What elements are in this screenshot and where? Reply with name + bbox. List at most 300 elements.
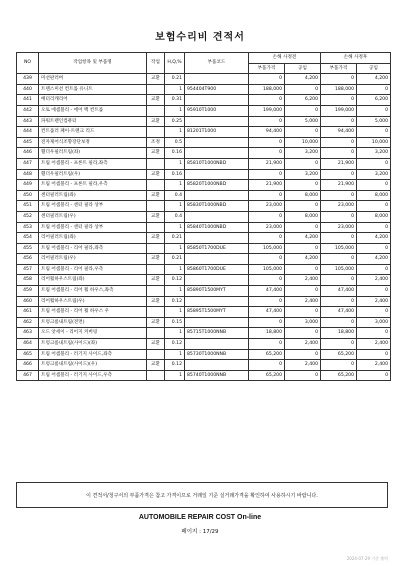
row-work: 교환 [147,116,165,127]
row-hq: 0.4 [165,211,185,222]
row-before-labor: 0 [285,127,321,138]
row-work [147,201,165,212]
row-after-part-price: 199,000 [321,105,357,116]
row-hq: 1 [165,307,185,318]
row-code: 85840T1000NBD [185,222,249,233]
row-after-part-price: 0 [321,95,357,106]
row-item: 파워트렌인컴퓨터 [39,116,147,127]
row-work [147,349,165,360]
row-after-labor: 10,000 [357,137,391,148]
table-row [17,84,391,95]
row-item: 센터필러트림(우) [39,211,147,222]
row-before-labor: 5,000 [285,116,321,127]
row-no: 443 [17,116,39,127]
row-after-labor: 4,200 [357,233,391,244]
table-row [17,180,391,191]
table-row [17,158,391,169]
row-code [185,95,249,106]
row-after-labor: 0 [357,349,391,360]
row-item: 트렁크룸내트림(사이드)(좌) [39,339,147,350]
row-hq: 0.12 [165,296,185,307]
row-after-labor: 0 [357,84,391,95]
table-row [17,307,391,318]
row-no: 446 [17,148,39,159]
row-after-part-price: 94,400 [321,127,357,138]
row-code: 85890T1500MYT [185,286,249,297]
row-no: 451 [17,201,39,212]
row-before-part-price: 0 [249,148,285,159]
row-hq: 0.12 [165,339,185,350]
row-work: 교환 [147,190,165,201]
row-no: 455 [17,243,39,254]
row-hq: 1 [165,370,185,381]
row-hq: 1 [165,243,185,254]
row-after-labor: 0 [357,307,391,318]
row-hq: 0.21 [165,233,185,244]
row-code [185,148,249,159]
row-before-part-price: 105,000 [249,264,285,275]
row-before-part-price: 47,400 [249,307,285,318]
row-after-part-price: 188,000 [321,84,357,95]
row-hq: 0.21 [165,254,185,265]
row-no: 464 [17,339,39,350]
header-work: 작업 [147,53,165,74]
row-before-part-price: 0 [249,211,285,222]
row-after-part-price: 47,400 [321,307,357,318]
table-row [17,105,391,116]
table-row [17,349,391,360]
row-no: 458 [17,275,39,286]
row-work: 교환 [147,275,165,286]
table-row [17,222,391,233]
row-code [185,116,249,127]
row-item: 트림 어셈블리 - 러기지 사이드,좌측 [39,349,147,360]
row-before-labor: 0 [285,158,321,169]
row-before-part-price: 188,000 [249,84,285,95]
row-after-labor: 0 [357,201,391,212]
row-item: 배터리캐리어 [39,95,147,106]
row-no: 439 [17,74,39,85]
header-code: 부품코드 [185,53,249,74]
table-row [17,169,391,180]
row-before-labor: 6,200 [285,95,321,106]
row-hq: 1 [165,286,185,297]
row-after-part-price: 0 [321,190,357,201]
row-work: 교환 [147,317,165,328]
table-row [17,275,391,286]
row-work: 교환 [147,74,165,85]
row-after-labor: 0 [357,105,391,116]
table-row [17,286,391,297]
row-code [185,137,249,148]
row-after-labor: 0 [357,222,391,233]
row-hq: 0.15 [165,317,185,328]
header-hq: H,Q,% [165,53,185,74]
row-work: 교환 [147,233,165,244]
row-after-labor: 0 [357,370,391,381]
row-work [147,264,165,275]
row-after-labor: 3,000 [357,317,391,328]
row-work [147,84,165,95]
row-work: 교환 [147,95,165,106]
table-row [17,233,391,244]
row-code [185,254,249,265]
row-after-part-price: 0 [321,148,357,159]
table-row [17,127,391,138]
row-after-part-price: 21,900 [321,180,357,191]
row-hq: 1 [165,264,185,275]
row-work [147,307,165,318]
row-no: 442 [17,105,39,116]
row-code [185,317,249,328]
row-after-labor: 2,400 [357,296,391,307]
row-after-part-price: 21,900 [321,158,357,169]
row-before-labor: 0 [285,328,321,339]
row-before-labor: 0 [285,180,321,191]
row-item: 휀더우필러트림(좌) [39,148,147,159]
row-after-part-price: 47,400 [321,286,357,297]
row-code: 85830T1000NBD [185,201,249,212]
row-before-labor: 0 [285,243,321,254]
row-item: 트림 어셈블리 - 리어 필라,우측 [39,264,147,275]
table-row [17,211,391,222]
row-code: 81201T1000 [185,127,249,138]
header-after-labor: 공임 [357,63,391,74]
header-after: 손해 사정후 [321,53,391,64]
row-after-labor: 5,000 [357,116,391,127]
row-after-part-price: 0 [321,296,357,307]
row-hq: 0.25 [165,116,185,127]
row-before-part-price: 0 [249,74,285,85]
row-code [185,211,249,222]
row-item: 트림 어셈블리 - 리어 휠 하우스 우 [39,307,147,318]
row-after-part-price: 65,200 [321,349,357,360]
row-before-part-price: 0 [249,296,285,307]
row-work [147,158,165,169]
row-code: 85810T1000NBD [185,158,249,169]
row-before-labor: 0 [285,370,321,381]
row-before-part-price: 65,200 [249,370,285,381]
header-before-part-price: 부품가격 [249,63,285,74]
row-no: 447 [17,158,39,169]
row-work [147,127,165,138]
row-after-labor: 8,000 [357,190,391,201]
row-after-part-price: 65,200 [321,370,357,381]
row-hq: 0.31 [165,95,185,106]
table-row [17,190,391,201]
row-after-part-price: 18,800 [321,328,357,339]
row-no: 461 [17,307,39,318]
row-hq: 0.5 [165,137,185,148]
row-before-labor: 3,000 [285,317,321,328]
row-before-part-price: 0 [249,169,285,180]
row-hq: 1 [165,180,185,191]
row-item: 미션판러버 [39,74,147,85]
row-item: 휀더우필러트림(우) [39,169,147,180]
header-before-labor: 공임 [285,63,321,74]
row-no: 445 [17,137,39,148]
row-hq: 0.12 [165,275,185,286]
header-before: 손해 사정전 [249,53,321,64]
row-before-labor: 3,200 [285,148,321,159]
row-after-labor: 0 [357,158,391,169]
row-before-labor: 0 [285,105,321,116]
row-no: 449 [17,180,39,191]
row-after-labor: 0 [357,328,391,339]
table-row [17,328,391,339]
row-work [147,286,165,297]
row-work [147,222,165,233]
row-after-part-price: 0 [321,137,357,148]
header-no: NO [17,53,39,74]
row-before-part-price: 23,000 [249,201,285,212]
row-item: 리어휠하우스트림(좌) [39,275,147,286]
row-before-part-price: 47,400 [249,286,285,297]
row-work: 교환 [147,148,165,159]
row-before-part-price: 0 [249,190,285,201]
row-after-labor: 0 [357,286,391,297]
row-hq: 1 [165,84,185,95]
row-work: 교환 [147,169,165,180]
row-after-labor: 3,200 [357,169,391,180]
row-before-part-price: 0 [249,254,285,265]
row-after-part-price: 0 [321,317,357,328]
row-before-part-price: 0 [249,233,285,244]
row-hq: 0.4 [165,190,185,201]
row-before-labor: 10,000 [285,137,321,148]
row-item: 트렁크룸내트림(사이드)(우) [39,360,147,371]
row-after-part-price: 0 [321,74,357,85]
header-after-part-price: 부품가격 [321,63,357,74]
row-after-part-price: 105,000 [321,264,357,275]
row-after-part-price: 0 [321,254,357,265]
row-no: 462 [17,317,39,328]
row-before-part-price: 21,900 [249,158,285,169]
row-after-labor: 0 [357,127,391,138]
row-code [185,296,249,307]
table-row [17,95,391,106]
row-after-part-price: 105,000 [321,243,357,254]
row-item: 트림 어셈블리 - 센터 필라 상부 [39,222,147,233]
row-before-labor: 2,400 [285,296,321,307]
row-after-labor: 2,400 [357,275,391,286]
row-no: 444 [17,127,39,138]
row-no: 452 [17,211,39,222]
row-hq: 1 [165,158,185,169]
row-code [185,233,249,244]
row-hq: 1 [165,127,185,138]
row-after-part-price: 0 [321,360,357,371]
row-code: 85740T1000NNB [185,370,249,381]
row-after-part-price: 23,000 [321,201,357,212]
row-before-part-price: 94,400 [249,127,285,138]
row-before-part-price: 0 [249,116,285,127]
row-no: 466 [17,360,39,371]
row-code [185,74,249,85]
row-before-part-price: 18,800 [249,328,285,339]
row-before-labor: 0 [285,286,321,297]
row-before-part-price: 0 [249,339,285,350]
row-no: 463 [17,328,39,339]
row-item: 오드 앗세이 - 리어지 커버링 [39,328,147,339]
table-row [17,370,391,381]
row-code [185,190,249,201]
row-hq: 0.16 [165,169,185,180]
row-no: 459 [17,286,39,297]
row-no: 467 [17,370,39,381]
row-after-part-price: 0 [321,211,357,222]
print-stamp: 2024-07-29 기준 출력 [346,556,388,561]
row-before-labor: 4,200 [285,254,321,265]
table-row [17,74,391,85]
row-before-part-price: 0 [249,317,285,328]
row-work [147,180,165,191]
row-before-labor: 8,000 [285,190,321,201]
row-no: 454 [17,233,39,244]
row-no: 457 [17,264,39,275]
row-no: 441 [17,95,39,106]
row-work [147,328,165,339]
table-row [17,317,391,328]
row-code: 85895T1500MYT [185,307,249,318]
row-no: 453 [17,222,39,233]
table-row [17,116,391,127]
table-row [17,201,391,212]
row-after-labor: 4,200 [357,254,391,265]
row-hq: 1 [165,328,185,339]
row-item: 트랜스미션 컨트롤 유니트 [39,84,147,95]
row-work [147,243,165,254]
row-item: 트림 어셈블리 - 프론트 필라,우측 [39,180,147,191]
row-hq: 1 [165,105,185,116]
row-before-labor: 2,400 [285,339,321,350]
row-before-part-price: 0 [249,275,285,286]
row-no: 460 [17,296,39,307]
row-after-labor: 6,200 [357,95,391,106]
row-item: 오토 에셈블리 - 에어 백 컨트롤 [39,105,147,116]
row-work: 조정 [147,137,165,148]
row-work: 교환 [147,211,165,222]
row-before-part-price: 199,000 [249,105,285,116]
row-before-labor: 0 [285,201,321,212]
row-item: 트림 어셈블리 - 센터 필라 상부 [39,201,147,212]
row-after-part-price: 0 [321,275,357,286]
row-work: 교환 [147,296,165,307]
row-before-part-price: 21,900 [249,180,285,191]
row-hq: 1 [165,349,185,360]
row-before-labor: 8,000 [285,211,321,222]
row-item: 트림 어셈블리 - 리어 필라,좌측 [39,243,147,254]
document-title: 보험수리비 견적서 [155,32,245,43]
row-after-part-price: 0 [321,339,357,350]
row-before-part-price: 0 [249,95,285,106]
row-item: 트림 어셈블리 - 리어 휠 하우스,좌측 [39,286,147,297]
row-code: 954404T900 [185,84,249,95]
row-after-part-price: 23,000 [321,222,357,233]
row-after-part-price: 0 [321,233,357,244]
table-row [17,243,391,254]
row-after-labor: 0 [357,180,391,191]
estimate-table [16,52,391,381]
header-item: 작업항목 및 부품명 [39,53,147,74]
row-before-labor: 0 [285,349,321,360]
table-row [17,264,391,275]
row-before-part-price: 65,200 [249,349,285,360]
row-hq: 0.16 [165,148,185,159]
row-code: 85730T1000NNB [185,349,249,360]
row-item: 리어필러트림(좌) [39,233,147,244]
row-item: 트림 어셈블리 - 프론트 필라,좌측 [39,158,147,169]
row-no: 450 [17,190,39,201]
row-item: 센터필러트림(좌) [39,190,147,201]
row-before-labor: 4,200 [285,233,321,244]
row-after-part-price: 0 [321,169,357,180]
row-work: 교환 [147,254,165,265]
row-after-labor: 0 [357,243,391,254]
row-code: 85860T1700DUE [185,264,249,275]
row-after-labor: 4,200 [357,74,391,85]
row-before-part-price: 0 [249,137,285,148]
row-no: 440 [17,84,39,95]
row-after-labor: 8,000 [357,211,391,222]
table-row [17,296,391,307]
brand-footer: AUTOMOBILE REPAIR COST On-line [138,514,262,521]
row-before-labor: 4,200 [285,74,321,85]
row-after-labor: 2,400 [357,339,391,350]
table-row [17,137,391,148]
row-code: 85850T1700DUE [185,243,249,254]
row-after-labor: 2,400 [357,360,391,371]
row-before-labor: 3,200 [285,169,321,180]
row-item: 트림 어셈블리 - 러기지 사이드,우측 [39,370,147,381]
row-item: 전자제어식조향장단보정 [39,137,147,148]
table-row [17,360,391,371]
row-no: 456 [17,254,39,265]
row-before-labor: 2,400 [285,275,321,286]
row-before-labor: 0 [285,84,321,95]
row-work [147,370,165,381]
row-before-labor: 0 [285,307,321,318]
row-code: 85715T1000NNB [185,328,249,339]
row-code [185,339,249,350]
row-no: 465 [17,349,39,360]
row-work [147,105,165,116]
row-hq: 1 [165,222,185,233]
row-hq: 0.21 [165,74,185,85]
table-row [17,148,391,159]
row-item: 리어휠하우스트림(우) [39,296,147,307]
row-before-part-price: 105,000 [249,243,285,254]
row-work: 교환 [147,360,165,371]
row-item: 컨트롤러 패이-트랜크 리드 [39,127,147,138]
row-item: 트렁크룸내트림(전면) [39,317,147,328]
row-code [185,275,249,286]
page-number: 페이지 : 17/29 [181,529,219,535]
row-code: 95910T1000 [185,105,249,116]
row-code: 85820T1000NBD [185,180,249,191]
row-hq: 0.12 [165,360,185,371]
row-before-labor: 0 [285,222,321,233]
row-hq: 1 [165,201,185,212]
row-code [185,169,249,180]
row-before-labor: 2,400 [285,360,321,371]
price-notice: 이 견적서/청구서의 부품가격은 참고 가격이므로 거래일 기준 실거래가격을 확인하여 사용하시기 바랍니다. [16,482,388,508]
row-after-labor: 0 [357,264,391,275]
table-row [17,339,391,350]
row-before-part-price: 23,000 [249,222,285,233]
table-row [17,254,391,265]
row-code [185,360,249,371]
